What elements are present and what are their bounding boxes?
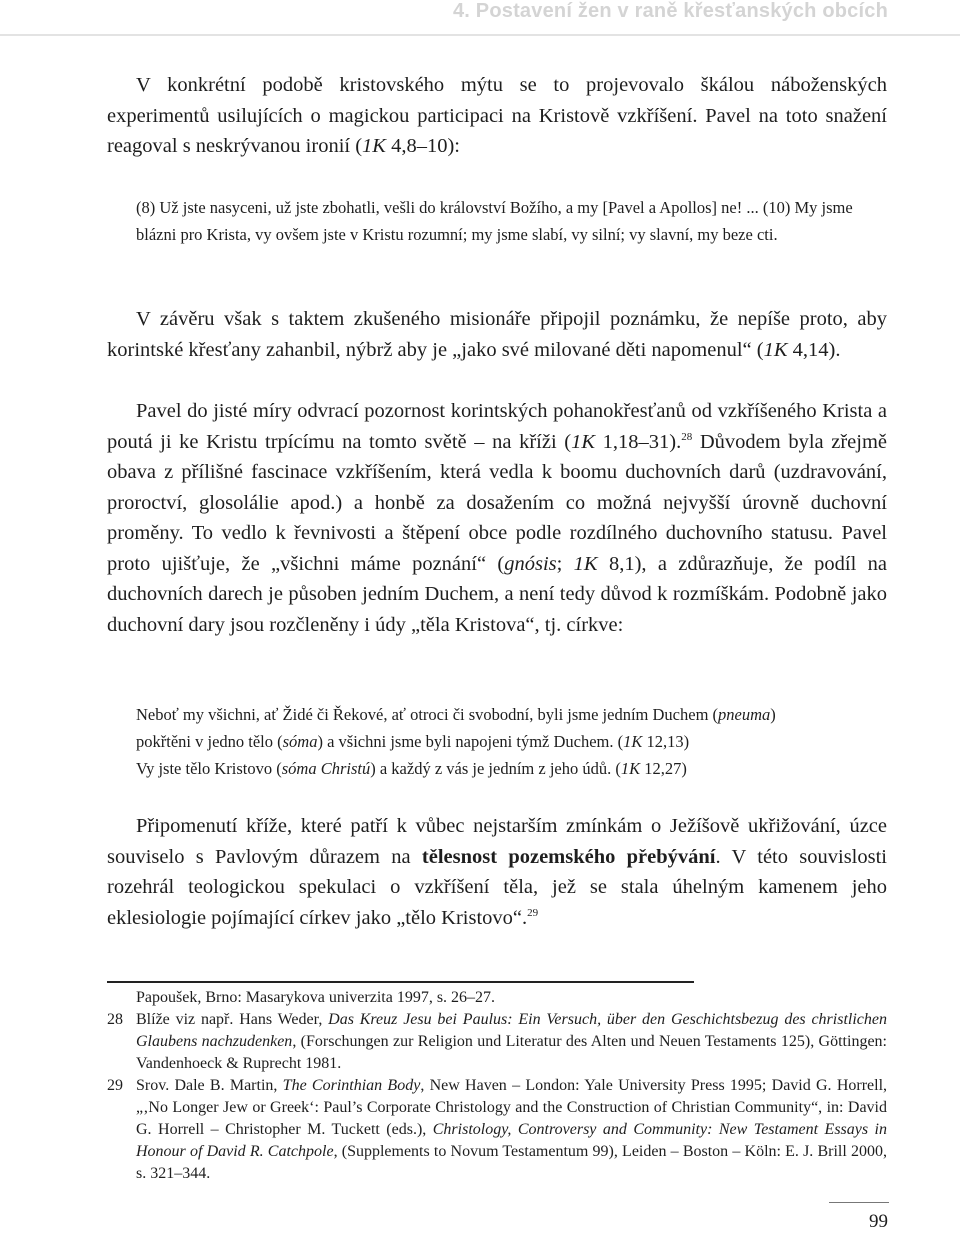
footnote-number: 28 (107, 1011, 123, 1028)
header-rule (0, 34, 960, 36)
text-span: , (Forschungen zur Religion und Literatur des Alten und Neuen Testaments 125), Göttingen: Vandenhoeck & Ruprecht 1981. (136, 1033, 887, 1072)
quote-line (136, 701, 866, 728)
paragraph-2 (107, 304, 887, 365)
text-span: ) a všichni jsme byli napojeni týmž Duchem. ( (317, 732, 624, 751)
text-span: , New Haven – London: Yale University Press 1995; David G. Horrell, „‚No Longer Jew or Greek‘: Paul’s Corporate Christology and the Construction of Christian Community“, in: David G. Horrell – Christopher M. Tuckett (eds.), (136, 1077, 888, 1138)
bible-ref: 1K (571, 430, 596, 453)
block-quote-2 (136, 701, 866, 782)
bible-ref: 1K (573, 552, 598, 575)
text-span: 8,1), a zdůrazňuje, že podíl na duchovních darech je působen jedním Duchem, a není tedy důvod k rozmíškám. Podobně jako duchovní dary jsou rozčleněny i údy „těla Kristova“, tj. církve: (107, 552, 887, 636)
italic-title: Christology, Controversy and Community: New Testament Essays in Honour of David R. Catchpole (136, 1121, 888, 1160)
footnote-28 (107, 1009, 887, 1075)
text-span: Připomenutí kříže, které patří k vůbec nejstarším zmínkám o Ježíšově ukřižování, úzce souviselo s Pavlovým důrazem na (107, 815, 887, 868)
bible-ref: 1K (623, 732, 643, 751)
footnote-ref-29[interactable]: 29 (527, 906, 539, 919)
footnote-rule (107, 981, 694, 983)
text-span: Vy jste tělo Kristovo ( (136, 759, 282, 778)
text-span: 4,8–10): (385, 135, 461, 157)
bold-phrase: tělesnost pozemského přebývání (421, 845, 716, 868)
footnote-29 (107, 1075, 887, 1185)
text-span: ; (556, 552, 574, 575)
bible-ref: 1K (763, 338, 788, 361)
footnote-ref-28[interactable]: 28 (681, 430, 693, 443)
italic-term: pneuma (718, 705, 771, 724)
footnote-number: 29 (107, 1077, 123, 1094)
italic-term: sóma Christú (281, 759, 371, 778)
running-header: 4. Postavení žen v raně křesťanských obcích (452, 0, 888, 22)
italic-term: gnósis (504, 552, 557, 575)
page-number-rule (829, 1202, 889, 1203)
quote-line (136, 755, 866, 782)
footnote-text: Papoušek, Brno: Masarykova univerzita 1997, s. 26–27. (136, 989, 496, 1006)
italic-title: The Corinthian Body (282, 1077, 421, 1094)
text-span: Neboť my všichni, ať Židé či Řekové, ať otroci či svobodní, byli jsme jedním Duchem ( (136, 705, 719, 724)
paragraph-1 (107, 70, 887, 162)
italic-term: sóma (282, 732, 318, 751)
italic-title: Das Kreuz Jesu bei Paulus: Ein Versuch, über den Geschichtsbezug des christlichen Glaubens nachzudenken (136, 1011, 887, 1050)
text-span: Blíže viz např. Hans Weder, (136, 1011, 329, 1028)
text-span: Pavel do jisté míry odvrací pozornost korintských pohanokřesťanů od vzkříšeného Krista a poutá ji ke Kristu trpícímu na tomto světě – na kříži ( (107, 400, 887, 453)
block-quote-1: (8) Už jste nasyceni, už jste zbohatli, vešli do království Božího, a my [Pavel a Apollos] ne! ... (10) My jsme blázni pro Krista, vy ovšem jste v Kristu rozumní; my jsme slabí, vy silní; vy slavní, my beze cti. (136, 198, 853, 244)
footnote-text (136, 1009, 887, 1075)
text-span: Důvodem byla zřejmě obava z přílišné fascinace vzkříšením, která vedla k boomu duchovních darů (uzdravování, proroctví, glosolálie apod.) a honbě za dosažením co možná nejvyšší úrovně duchovní proměny. To vedlo k řevnivosti a štěpení obce podle rozdílného duchovního statusu. Pavel proto ujišťuje, že „všichni máme poznání“ ( (107, 430, 887, 575)
text-span: V konkrétní podobě kristovského mýtu se to projevovalo škálou náboženských experimentů usilujících o magickou participaci na Kristově vzkříšení. Pavel na toto snažení reagoval s neskrývanou ironií ( (107, 74, 887, 157)
text-span: V závěru však s taktem zkušeného misionáře připojil poznámku, že nepíše proto, aby korintské křesťany zahanbil, nýbrž aby je „jako své milované děti napomenul“ ( (107, 308, 887, 361)
text-span: ) (770, 705, 776, 724)
footnote-text (136, 1075, 887, 1185)
bible-ref: 1K (620, 759, 641, 778)
text-span: 4,14). (787, 338, 841, 361)
bible-ref: 1K (362, 135, 386, 157)
page-number: 99 (869, 1211, 888, 1232)
text-span: pokřtěni v jedno tělo ( (136, 732, 283, 751)
text-span: ) a každý z vás je jedním z jeho údů. ( (370, 759, 621, 778)
text-span: 1,18–31). (595, 430, 682, 453)
text-span: 12,13) (642, 732, 690, 751)
paragraph-3 (107, 396, 887, 640)
text-span: Srov. Dale B. Martin, (136, 1077, 283, 1094)
text-span: , (Supplements to Novum Testamentum 99), Leiden – Boston – Köln: E. J. Brill 2000, s. 321–344. (136, 1143, 887, 1182)
paragraph-4 (107, 811, 887, 933)
footnote-continuation (107, 987, 887, 1009)
text-span: . V této souvislosti rozehrál teologickou spekulaci o vzkříšení těla, jež se stala úhelným kamenem jeho eklesiologie pojímající církev jako „tělo Kristovo“. (107, 845, 887, 929)
quote-line (136, 728, 866, 755)
text-span: 12,27) (640, 759, 687, 778)
